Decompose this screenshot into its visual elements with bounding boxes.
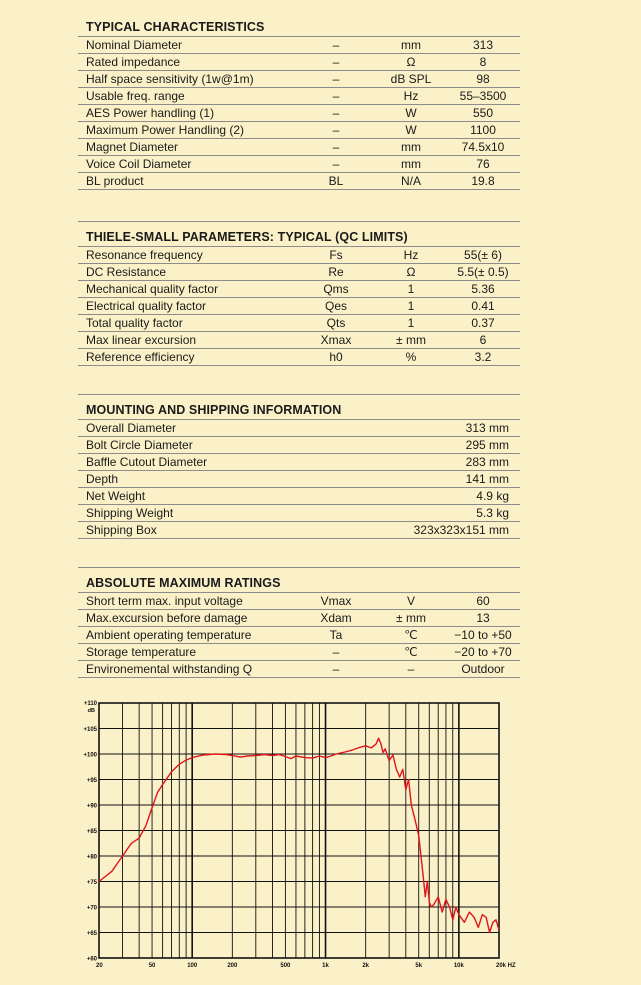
typical-row-col-1: Rated impedance bbox=[78, 54, 296, 71]
typical-row-col-1: BL product bbox=[78, 173, 296, 190]
thiele-row-col-1: Resonance frequency bbox=[78, 247, 296, 264]
thiele-row-col-4: 3.2 bbox=[446, 349, 520, 366]
thiele-row-col-3: 1 bbox=[376, 315, 446, 332]
x-tick-label: 1k bbox=[322, 963, 329, 969]
section-top-rule bbox=[78, 394, 520, 395]
absolute-max-section bbox=[78, 567, 520, 678]
mounting-row-col-2: 313 mm bbox=[320, 420, 520, 437]
y-tick-label: +95 bbox=[86, 778, 97, 784]
y-tick-label: +85 bbox=[86, 829, 97, 835]
thiele-row-col-1: DC Resistance bbox=[78, 264, 296, 281]
thiele-row-col-4: 0.37 bbox=[446, 315, 520, 332]
typical-row-col-4: 76 bbox=[446, 156, 520, 173]
thiele-row-col-1: Electrical quality factor bbox=[78, 298, 296, 315]
thiele-row-col-4: 5.36 bbox=[446, 281, 520, 298]
thiele-row-col-1: Reference efficiency bbox=[78, 349, 296, 366]
absolute-max-table bbox=[78, 593, 520, 678]
x-tick-label: 500 bbox=[280, 963, 291, 969]
mounting-row-col-1: Shipping Box bbox=[78, 522, 320, 539]
absolute-row-col-2: Ta bbox=[296, 627, 376, 644]
typical-row-col-3: mm bbox=[376, 139, 446, 156]
mounting-row-col-1: Overall Diameter bbox=[78, 420, 320, 437]
mounting-row-col-1: Baffle Cutout Diameter bbox=[78, 454, 320, 471]
thiele-row bbox=[78, 332, 520, 349]
typical-row-col-4: 8 bbox=[446, 54, 520, 71]
mounting-row bbox=[78, 471, 520, 488]
absolute-row-col-1: Max.excursion before damage bbox=[78, 610, 296, 627]
absolute-row-col-4: 60 bbox=[446, 593, 520, 610]
frequency-response-chart bbox=[0, 690, 641, 980]
absolute-row-col-4: 13 bbox=[446, 610, 520, 627]
typical-row-col-1: Nominal Diameter bbox=[78, 37, 296, 54]
typical-row-col-1: Voice Coil Diameter bbox=[78, 156, 296, 173]
thiele-row bbox=[78, 315, 520, 332]
typical-characteristics-title: TYPICAL CHARACTERISTICS bbox=[78, 18, 520, 37]
typical-row-col-2: – bbox=[296, 122, 376, 139]
absolute-row-col-3: ℃ bbox=[376, 627, 446, 644]
absolute-row-col-1: Storage temperature bbox=[78, 644, 296, 661]
x-tick-label: 20 bbox=[96, 963, 103, 969]
y-tick-label: +110 bbox=[83, 701, 97, 707]
thiele-small-table bbox=[78, 247, 520, 366]
response-curve bbox=[99, 738, 499, 932]
y-tick-label: +70 bbox=[86, 905, 97, 912]
absolute-row-col-4: Outdoor bbox=[446, 661, 520, 678]
typical-row-col-2: – bbox=[296, 139, 376, 156]
x-tick-label: 2k bbox=[362, 963, 370, 969]
typical-row-col-2: – bbox=[296, 156, 376, 173]
typical-characteristics-section bbox=[78, 18, 520, 190]
thiele-small-title: THIELE-SMALL PARAMETERS: TYPICAL (QC LIMITS) bbox=[78, 228, 520, 247]
typical-row bbox=[78, 37, 520, 54]
typical-row-col-4: 313 bbox=[446, 37, 520, 54]
absolute-row-col-1: Ambient operating temperature bbox=[78, 627, 296, 644]
typical-row-col-2: – bbox=[296, 88, 376, 105]
y-unit-label: dB bbox=[87, 708, 95, 714]
mounting-row-col-1: Net Weight bbox=[78, 488, 320, 505]
absolute-row bbox=[78, 610, 520, 627]
absolute-max-title: ABSOLUTE MAXIMUM RATINGS bbox=[78, 574, 520, 593]
y-tick-label: +105 bbox=[83, 727, 97, 733]
absolute-row-col-2: Xdam bbox=[296, 610, 376, 627]
absolute-row bbox=[78, 661, 520, 678]
x-tick-label: 100 bbox=[187, 963, 198, 969]
absolute-row-col-4: −20 to +70 bbox=[446, 644, 520, 661]
thiele-row bbox=[78, 298, 520, 315]
absolute-row-col-2: – bbox=[296, 644, 376, 661]
thiele-row-col-2: Qms bbox=[296, 281, 376, 298]
mounting-row-col-1: Depth bbox=[78, 471, 320, 488]
y-tick-label: +65 bbox=[86, 931, 97, 937]
x-tick-label: 50 bbox=[148, 963, 156, 969]
typical-row-col-4: 74.5x10 bbox=[446, 139, 520, 156]
typical-row bbox=[78, 139, 520, 156]
thiele-row-col-2: Xmax bbox=[296, 332, 376, 349]
typical-row bbox=[78, 156, 520, 173]
absolute-row bbox=[78, 644, 520, 661]
typical-row-col-2: – bbox=[296, 71, 376, 88]
mounting-row bbox=[78, 505, 520, 522]
typical-row-col-3: W bbox=[376, 105, 446, 122]
typical-row bbox=[78, 88, 520, 105]
typical-row bbox=[78, 173, 520, 190]
absolute-row-col-3: – bbox=[376, 661, 446, 678]
mounting-row bbox=[78, 437, 520, 454]
absolute-row-col-2: – bbox=[296, 661, 376, 678]
absolute-row bbox=[78, 627, 520, 644]
typical-characteristics-table bbox=[78, 37, 520, 190]
typical-row bbox=[78, 71, 520, 88]
mounting-row-col-1: Shipping Weight bbox=[78, 505, 320, 522]
mounting-shipping-title: MOUNTING AND SHIPPING INFORMATION bbox=[78, 401, 520, 420]
thiele-row-col-3: Ω bbox=[376, 264, 446, 281]
typical-row-col-3: W bbox=[376, 122, 446, 139]
absolute-row-col-4: −10 to +50 bbox=[446, 627, 520, 644]
thiele-row-col-4: 5.5(± 0.5) bbox=[446, 264, 520, 281]
y-tick-label: +90 bbox=[86, 803, 97, 810]
thiele-row-col-4: 0.41 bbox=[446, 298, 520, 315]
thiele-small-section bbox=[78, 221, 520, 366]
typical-row-col-2: – bbox=[296, 54, 376, 71]
typical-row-col-2: – bbox=[296, 105, 376, 122]
x-tick-label: 200 bbox=[227, 963, 238, 969]
mounting-row-col-2: 5.3 kg bbox=[320, 505, 520, 522]
thiele-row-col-1: Max linear excursion bbox=[78, 332, 296, 349]
typical-row-col-3: mm bbox=[376, 156, 446, 173]
typical-row-col-2: – bbox=[296, 37, 376, 54]
thiele-row bbox=[78, 264, 520, 281]
mounting-row-col-2: 4.9 kg bbox=[320, 488, 520, 505]
typical-row bbox=[78, 105, 520, 122]
y-tick-label: +80 bbox=[86, 854, 97, 861]
thiele-row bbox=[78, 349, 520, 366]
thiele-row-col-1: Mechanical quality factor bbox=[78, 281, 296, 298]
typical-row-col-1: Usable freq. range bbox=[78, 88, 296, 105]
chart-svg bbox=[0, 690, 641, 980]
mounting-row-col-2: 283 mm bbox=[320, 454, 520, 471]
typical-row-col-4: 98 bbox=[446, 71, 520, 88]
thiele-row-col-3: Hz bbox=[376, 247, 446, 264]
absolute-row-col-3: V bbox=[376, 593, 446, 610]
absolute-row-col-2: Vmax bbox=[296, 593, 376, 610]
typical-row bbox=[78, 122, 520, 139]
mounting-row bbox=[78, 420, 520, 437]
absolute-row-col-3: ℃ bbox=[376, 644, 446, 661]
typical-row bbox=[78, 54, 520, 71]
mounting-row bbox=[78, 522, 520, 539]
thiele-row-col-4: 55(± 6) bbox=[446, 247, 520, 264]
absolute-row-col-1: Short term max. input voltage bbox=[78, 593, 296, 610]
thiele-row-col-2: h0 bbox=[296, 349, 376, 366]
thiele-row-col-2: Re bbox=[296, 264, 376, 281]
mounting-shipping-section bbox=[78, 394, 520, 539]
thiele-row bbox=[78, 247, 520, 264]
thiele-row bbox=[78, 281, 520, 298]
absolute-row bbox=[78, 593, 520, 610]
thiele-row-col-3: % bbox=[376, 349, 446, 366]
section-top-rule bbox=[78, 567, 520, 568]
x-tick-label: 5k bbox=[415, 963, 423, 969]
thiele-row-col-3: 1 bbox=[376, 281, 446, 298]
typical-row-col-3: Ω bbox=[376, 54, 446, 71]
mounting-row bbox=[78, 454, 520, 471]
mounting-row-col-1: Bolt Circle Diameter bbox=[78, 437, 320, 454]
thiele-row-col-4: 6 bbox=[446, 332, 520, 349]
typical-row-col-4: 55–3500 bbox=[446, 88, 520, 105]
thiele-row-col-2: Qts bbox=[296, 315, 376, 332]
section-top-rule bbox=[78, 221, 520, 222]
typical-row-col-1: Half space sensitivity (1w@1m) bbox=[78, 71, 296, 88]
thiele-row-col-2: Fs bbox=[296, 247, 376, 264]
y-tick-label: +60 bbox=[86, 956, 97, 963]
absolute-row-col-3: ± mm bbox=[376, 610, 446, 627]
typical-row-col-2: BL bbox=[296, 173, 376, 190]
y-tick-label: +75 bbox=[86, 880, 97, 886]
mounting-shipping-table bbox=[78, 420, 520, 539]
typical-row-col-3: N/A bbox=[376, 173, 446, 190]
typical-row-col-4: 550 bbox=[446, 105, 520, 122]
mounting-row-col-2: 323x323x151 mm bbox=[320, 522, 520, 539]
thiele-row-col-3: ± mm bbox=[376, 332, 446, 349]
thiele-row-col-1: Total quality factor bbox=[78, 315, 296, 332]
typical-row-col-1: Maximum Power Handling (2) bbox=[78, 122, 296, 139]
x-tick-label: 20k HZ bbox=[496, 963, 516, 969]
typical-row-col-4: 1100 bbox=[446, 122, 520, 139]
typical-row-col-3: dB SPL bbox=[376, 71, 446, 88]
x-tick-label: 10k bbox=[453, 963, 464, 969]
thiele-row-col-2: Qes bbox=[296, 298, 376, 315]
thiele-row-col-3: 1 bbox=[376, 298, 446, 315]
typical-row-col-4: 19.8 bbox=[446, 173, 520, 190]
absolute-row-col-1: Environemental withstanding Q bbox=[78, 661, 296, 678]
mounting-row bbox=[78, 488, 520, 505]
typical-row-col-3: Hz bbox=[376, 88, 446, 105]
typical-row-col-1: Magnet Diameter bbox=[78, 139, 296, 156]
y-tick-label: +100 bbox=[83, 752, 97, 759]
typical-row-col-3: mm bbox=[376, 37, 446, 54]
mounting-row-col-2: 295 mm bbox=[320, 437, 520, 454]
mounting-row-col-2: 141 mm bbox=[320, 471, 520, 488]
typical-row-col-1: AES Power handling (1) bbox=[78, 105, 296, 122]
